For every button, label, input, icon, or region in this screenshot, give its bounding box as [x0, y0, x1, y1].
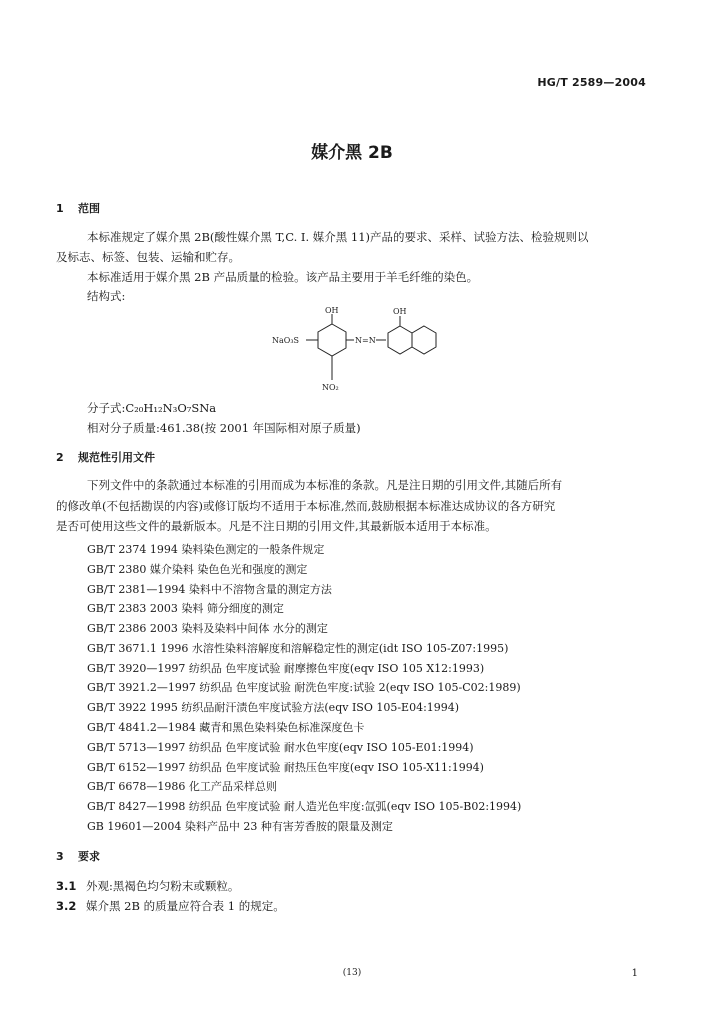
requirement-item — [56, 878, 239, 894]
section-2-heading — [56, 449, 155, 465]
naphthalene-ring-1 — [388, 326, 412, 354]
reference-item: GB/T 8427—1998 纺织品 色牢度试验 耐人造光色牢度:氙弧(eqv ISO 105-B02:1994) — [87, 800, 522, 813]
section-3-heading — [56, 848, 100, 864]
sulfonate-group: NaO₃S — [272, 336, 300, 345]
reference-item: GB/T 2374 1994 染料染色测定的一般条件规定 — [87, 543, 325, 556]
scope-paragraph-2: 本标准适用于媒介黑 2B 产品质量的检验。该产品主要用于羊毛纤维的染色。 — [87, 270, 479, 284]
section-title: 范围 — [78, 202, 100, 215]
reference-item: GB/T 3922 1995 纺织品耐汗渍色牢度试验方法(eqv ISO 105-E04:1994) — [87, 701, 460, 714]
clause-number: 3.2 — [56, 899, 77, 913]
reference-item: GB/T 2383 2003 染料 筛分细度的测定 — [87, 602, 284, 615]
reference-item: GB/T 4841.2—1984 藏青和黑色染料染色标准深度色卡 — [87, 721, 365, 734]
page-footer-code: (13) — [342, 968, 362, 978]
reference-item: GB/T 5713—1997 纺织品 色牢度试验 耐水色牢度(eqv ISO 105-E01:1994) — [87, 741, 474, 754]
section-number: 2 — [56, 451, 64, 464]
reference-item: GB/T 6678—1986 化工产品采样总则 — [87, 780, 277, 793]
section-title: 规范性引用文件 — [78, 451, 155, 464]
molecular-mass: 相对分子质量:461.38(按 2001 年国际相对原子质量) — [87, 421, 361, 435]
document-title: 媒介黑 2B — [311, 143, 393, 163]
reference-item: GB/T 3671.1 1996 水溶性染料溶解度和溶解稳定性的测定(idt ISO 105-Z07:1995) — [87, 642, 509, 655]
page-number: 1 — [631, 968, 638, 979]
reference-item: GB/T 2381—1994 染料中不溶物含量的测定方法 — [87, 583, 332, 596]
requirement-item — [56, 898, 285, 914]
scope-paragraph-line-1: 本标准规定了媒介黑 2B(酸性媒介黑 T,C. I. 媒介黑 11)产品的要求、采样、试验方法、检验规则以 — [87, 230, 589, 244]
section-title: 要求 — [78, 850, 100, 863]
references-intro-line-3: 是否可使用这些文件的最新版本。凡是不注日期的引用文件,其最新版本适用于本标准。 — [56, 519, 497, 533]
section-number: 1 — [56, 202, 64, 215]
reference-item: GB 19601—2004 染料产品中 23 种有害芳香胺的限量及测定 — [87, 820, 393, 833]
references-intro-line-1: 下列文件中的条款通过本标准的引用而成为本标准的条款。凡是注日期的引用文件,其随后所有 — [87, 478, 563, 492]
structure-label: 结构式: — [87, 289, 126, 303]
reference-item: GB/T 3920—1997 纺织品 色牢度试验 耐摩擦色牢度(eqv ISO 105 X12:1993) — [87, 662, 485, 675]
molecular-formula: 分子式:C₂₀H₁₂N₃O₇SNa — [87, 401, 217, 415]
nitro-group: NO₂ — [322, 383, 339, 392]
standard-code: HG/T 2589—2004 — [537, 76, 646, 89]
structural-formula — [262, 304, 442, 394]
clause-text: 外观:黑褐色均匀粉末或颗粒。 — [86, 879, 240, 893]
section-1-heading — [56, 200, 100, 216]
hydroxyl-right: OH — [393, 307, 407, 316]
reference-item: GB/T 2380 媒介染料 染色色光和强度的测定 — [87, 563, 308, 576]
clause-number: 3.1 — [56, 879, 77, 893]
scope-paragraph-line-2: 及标志、标签、包装、运输和贮存。 — [56, 250, 240, 264]
benzene-ring — [318, 324, 346, 356]
reference-item: GB/T 2386 2003 染料及染料中间体 水分的测定 — [87, 622, 328, 635]
reference-item: GB/T 3921.2—1997 纺织品 色牢度试验 耐洗色牢度:试验 2(eqv ISO 105-C02:1989) — [87, 681, 521, 694]
reference-item: GB/T 6152—1997 纺织品 色牢度试验 耐热压色牢度(eqv ISO 105-X11:1994) — [87, 761, 484, 774]
naphthalene-ring-2 — [412, 326, 436, 354]
hydroxyl-left: OH — [325, 306, 339, 315]
section-number: 3 — [56, 850, 64, 863]
references-intro-line-2: 的修改单(不包括勘误的内容)或修订版均不适用于本标准,然而,鼓励根据本标准达成协议的各方研究 — [56, 499, 556, 513]
clause-text: 媒介黑 2B 的质量应符合表 1 的规定。 — [86, 899, 285, 913]
azo-group: N=N — [355, 336, 376, 345]
